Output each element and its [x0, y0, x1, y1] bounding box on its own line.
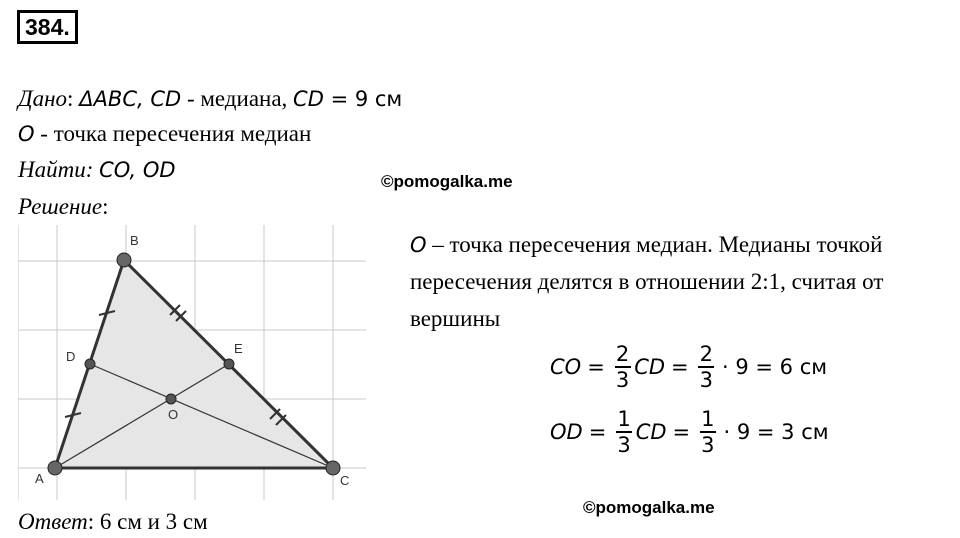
- triangle-diagram: [18, 225, 366, 500]
- line2-o: O: [18, 122, 35, 146]
- eq1-equals-2: =: [671, 355, 689, 379]
- equation-co: [550, 342, 827, 392]
- eq1-denominator: 3: [615, 368, 630, 392]
- given-triangle: ΔABC, CD: [79, 87, 182, 111]
- point-a: [48, 461, 62, 475]
- given-line-2: [18, 119, 311, 149]
- given-label: Дано: [18, 86, 68, 111]
- solution-line: [18, 192, 109, 222]
- eq2-denominator: 3: [617, 433, 631, 457]
- problem-number: 384.: [17, 10, 78, 44]
- given-cd: CD: [293, 87, 324, 111]
- eq2-fraction-2: [699, 407, 716, 457]
- explanation-line-3: вершины: [410, 306, 501, 331]
- eq2-equals-2: =: [672, 420, 691, 444]
- eq1-numerator: 2: [615, 342, 630, 366]
- eq2-tail: · 9 = 3 см: [723, 420, 829, 444]
- eq2-lhs: OD: [550, 420, 583, 444]
- eq1-denominator-2: 3: [699, 368, 714, 392]
- eq2-numerator: 1: [617, 407, 631, 431]
- label-d: D: [66, 349, 76, 364]
- label-e: E: [234, 341, 243, 356]
- eq1-numerator-2: 2: [699, 342, 714, 366]
- point-o: [166, 394, 176, 404]
- label-o: O: [168, 407, 179, 422]
- answer-colon: :: [87, 509, 95, 534]
- explanation-line-1: [410, 228, 883, 262]
- eq1-equals: =: [587, 355, 605, 379]
- given-colon: :: [67, 86, 74, 111]
- solution-label: Решение: [18, 194, 103, 219]
- eq2-fraction: [615, 407, 632, 457]
- find-label: Найти:: [18, 157, 100, 182]
- label-b: B: [130, 233, 139, 248]
- eq1-lhs: CO: [550, 355, 582, 379]
- eq1-tail: · 9 = 6 см: [722, 355, 828, 379]
- answer-text: 6 см и 3 см: [94, 509, 208, 534]
- explanation-line-2: пересечения делятся в отношении 2:1, считая от: [410, 269, 884, 294]
- watermark-top: ©pomogalka.me: [381, 172, 513, 191]
- eq2-numerator-2: 1: [701, 407, 715, 431]
- watermark-bottom: ©pomogalka.me: [583, 498, 715, 517]
- label-c: C: [340, 473, 350, 488]
- equation-od: [550, 407, 829, 457]
- point-d: [85, 359, 95, 369]
- given-line: [18, 84, 402, 114]
- eq2-denominator-2: 3: [701, 433, 715, 457]
- answer-label: Ответ: [18, 509, 88, 534]
- explanation-line1-text: – точка пересечения медиан. Медианы точкой: [426, 232, 883, 257]
- point-b: [117, 253, 131, 267]
- eq1-fraction-2: [698, 342, 715, 392]
- given-dash-text: - медиана,: [181, 86, 294, 111]
- line2-text: - точка пересечения медиан: [34, 121, 312, 146]
- explanation-o: O: [410, 233, 427, 257]
- find-items: CO, OD: [99, 158, 176, 182]
- answer-line: [18, 507, 208, 537]
- eq2-equals: =: [588, 420, 607, 444]
- eq2-var: CD: [635, 420, 667, 444]
- given-eq: = 9 см: [323, 87, 403, 111]
- point-e: [224, 359, 234, 369]
- label-a: A: [35, 471, 44, 486]
- point-c: [326, 461, 340, 475]
- eq1-fraction: [614, 342, 631, 392]
- find-line: [18, 155, 176, 185]
- triangle-fill: [55, 260, 333, 468]
- solution-colon: :: [102, 194, 109, 219]
- eq1-var: CD: [634, 355, 666, 379]
